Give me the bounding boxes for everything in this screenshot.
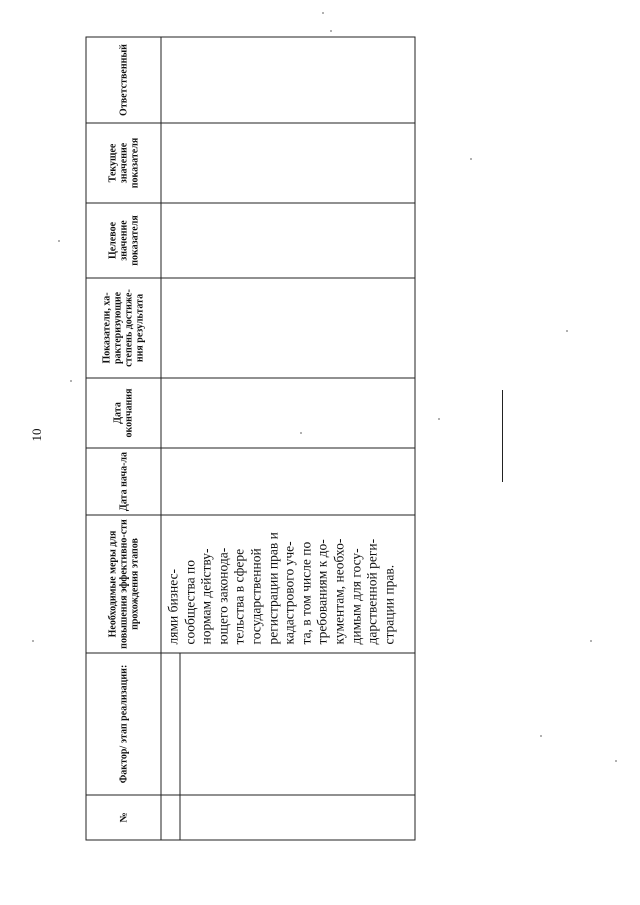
table-row	[161, 37, 180, 840]
plan-table	[85, 36, 415, 840]
cell-start-date	[161, 448, 415, 515]
cell-responsible	[161, 37, 415, 123]
cell-current-value	[161, 123, 415, 203]
header-number: №	[86, 795, 161, 840]
measures-text: лями бизнес- сообщества по нормам действу- ющего законода- тельства в сфере государственной регистрации прав и кадастрового уче- та, в том числе по требованиям к до- кументам, необхо- димым для госу- дарственной реги- страции прав.	[165, 531, 396, 644]
cell-end-date	[161, 378, 415, 448]
header-factor-stage: Фактор/ этап реализации:	[86, 653, 161, 795]
cell-number-body	[180, 795, 415, 840]
cell-indicators	[161, 278, 415, 378]
cell-factor-stage	[161, 653, 180, 795]
header-start-date: Дата нача-ла	[86, 448, 161, 515]
page-number: 10	[29, 428, 44, 442]
header-target-value: Целевое значение показателя	[86, 203, 161, 278]
margin-line	[502, 390, 503, 482]
header-end-date: Дата окончания	[86, 378, 161, 448]
header-indicators: Показатели, ха-рактеризующие степень достиже-ния результата	[86, 278, 161, 378]
cell-number	[161, 795, 180, 840]
plan-table-container	[85, 37, 415, 840]
header-measures: Необходимые меры для повышения эффективно-сти прохождения этапов	[86, 515, 161, 653]
cell-measures	[161, 515, 415, 653]
cell-target-value	[161, 203, 415, 278]
cell-factor-stage-body	[180, 653, 415, 795]
header-current-value: Текущее значение показателя	[86, 123, 161, 203]
header-responsible: Ответственный	[86, 37, 161, 123]
